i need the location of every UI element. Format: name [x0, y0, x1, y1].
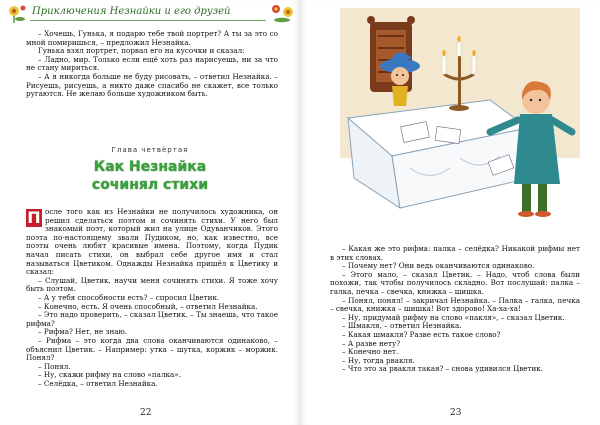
paragraph: – Селёдка, – ответил Незнайка.: [38, 378, 158, 388]
illustration: [340, 8, 580, 240]
paragraph: – Этого мало, – сказал Цветик. – Надо, чтоб слова были похожи, так чтобы получилось складно. Вот послушай: палка – галка, печка – свечка, книжка – шишка.: [330, 269, 580, 296]
page-header: [0, 0, 300, 26]
paragraph: – Хочешь, Гунька, я подарю тебе твой портрет? А ты за это со мной помиришься, – предложил Незнайка.: [26, 29, 278, 47]
paragraph: – Шмакля, – ответил Незнайка.: [342, 321, 462, 331]
right-page: [300, 0, 600, 425]
paragraph: – Это надо проверить, – сказал Цветик. – Ты знаешь, что такое рифма?: [26, 310, 278, 328]
page-number: 23: [450, 408, 462, 418]
chapter-title-line: Как Незнайка: [93, 159, 207, 175]
drop-cap: П: [27, 208, 41, 227]
text-block-chapter: [26, 208, 278, 388]
chapter-title-line: сочинял стихи: [91, 177, 209, 193]
paragraph: – А я никогда больше не буду рисовать, – ответил Незнайка. – Рисуешь, рисуешь, а никто даже спасибо не скажет, все только ругаются. Не желаю больше художником быть.: [26, 71, 278, 99]
paragraph: – Слушай, Цветик, научи меня сочинять стихи. Я тоже хочу быть поэтом.: [26, 275, 278, 294]
header-rule: [30, 20, 266, 21]
paragraph: – Ну, тогда рвакля.: [342, 355, 415, 365]
paragraph: – Конечно, есть. Я очень способный, – ответил Незнайка.: [38, 301, 258, 311]
paragraph: – Понял, понял! – закричал Незнайка. – Палка – галка, печка – свечка, книжка – шишка! Вот здорово! Ха-ха-ха!: [330, 295, 580, 314]
flower-ornament-icon: [268, 2, 298, 24]
paragraph: – Какая шмакля? Разве есть такое слово?: [342, 329, 501, 339]
running-title: Приключения Незнайки и его друзей: [32, 6, 231, 17]
paragraph: – Ну, придумай рифму на слово «пакля», – сказал Цветик.: [342, 312, 565, 322]
table-icon: [348, 100, 530, 208]
text-block-right: [330, 245, 580, 374]
paragraph: – Рифма? Нет, не знаю.: [38, 327, 128, 337]
chapter-title: [0, 158, 300, 194]
paragraph: – Какая же это рифма: палка – селёдка? Никакой рифмы нет в этих словах.: [330, 244, 580, 262]
paragraph: – А у тебя способности есть? – спросил Цветик.: [38, 292, 220, 302]
chair-icon: [367, 16, 415, 92]
paragraph: – Понял.: [38, 361, 71, 371]
paragraph: – Что это за рвакля такая? – снова удивился Цветик.: [342, 364, 544, 374]
paragraph: – А разве нету?: [342, 338, 401, 348]
paragraph: – Конечно нет.: [342, 347, 399, 357]
paragraph: осле того как из Незнайки не получилось художника, он решил сделаться поэтом и сочинять стихи. У него был знакомый поэт, который жил на улице Одуванчиков. Этого поэта по-настоящему звали Пудиком, но, как известно, все поэты очень любят красивые имена. Поэтому, когда Пудик начал писать стихи, он выбрал себе другое имя и стал называться Цветиком. Однажды Незнайка пришёл к Цветику и сказал:: [26, 207, 278, 277]
paragraph: – Ладно, мир. Только если ещё хоть раз нарисуешь, ни за что не стану мириться.: [26, 54, 278, 73]
paragraph: Гунька взял портрет, порвал его на кусочки и сказал:: [38, 46, 245, 56]
paragraph: – Ну, скажи рифму на слово «палка».: [38, 370, 181, 380]
page-number: 22: [140, 408, 152, 418]
paragraph: – Рифма – это когда два слова оканчиваются одинаково, – объяснил Цветик. – Например: утка – шутка, коржик – моржик. Понял?: [26, 335, 278, 363]
flower-ornament-icon: [4, 2, 28, 24]
text-block-top: [26, 30, 278, 99]
paragraph: – Почему нет? Они ведь оканчиваются одинаково.: [342, 261, 535, 271]
chapter-label: Глава четвёртая: [111, 146, 189, 154]
